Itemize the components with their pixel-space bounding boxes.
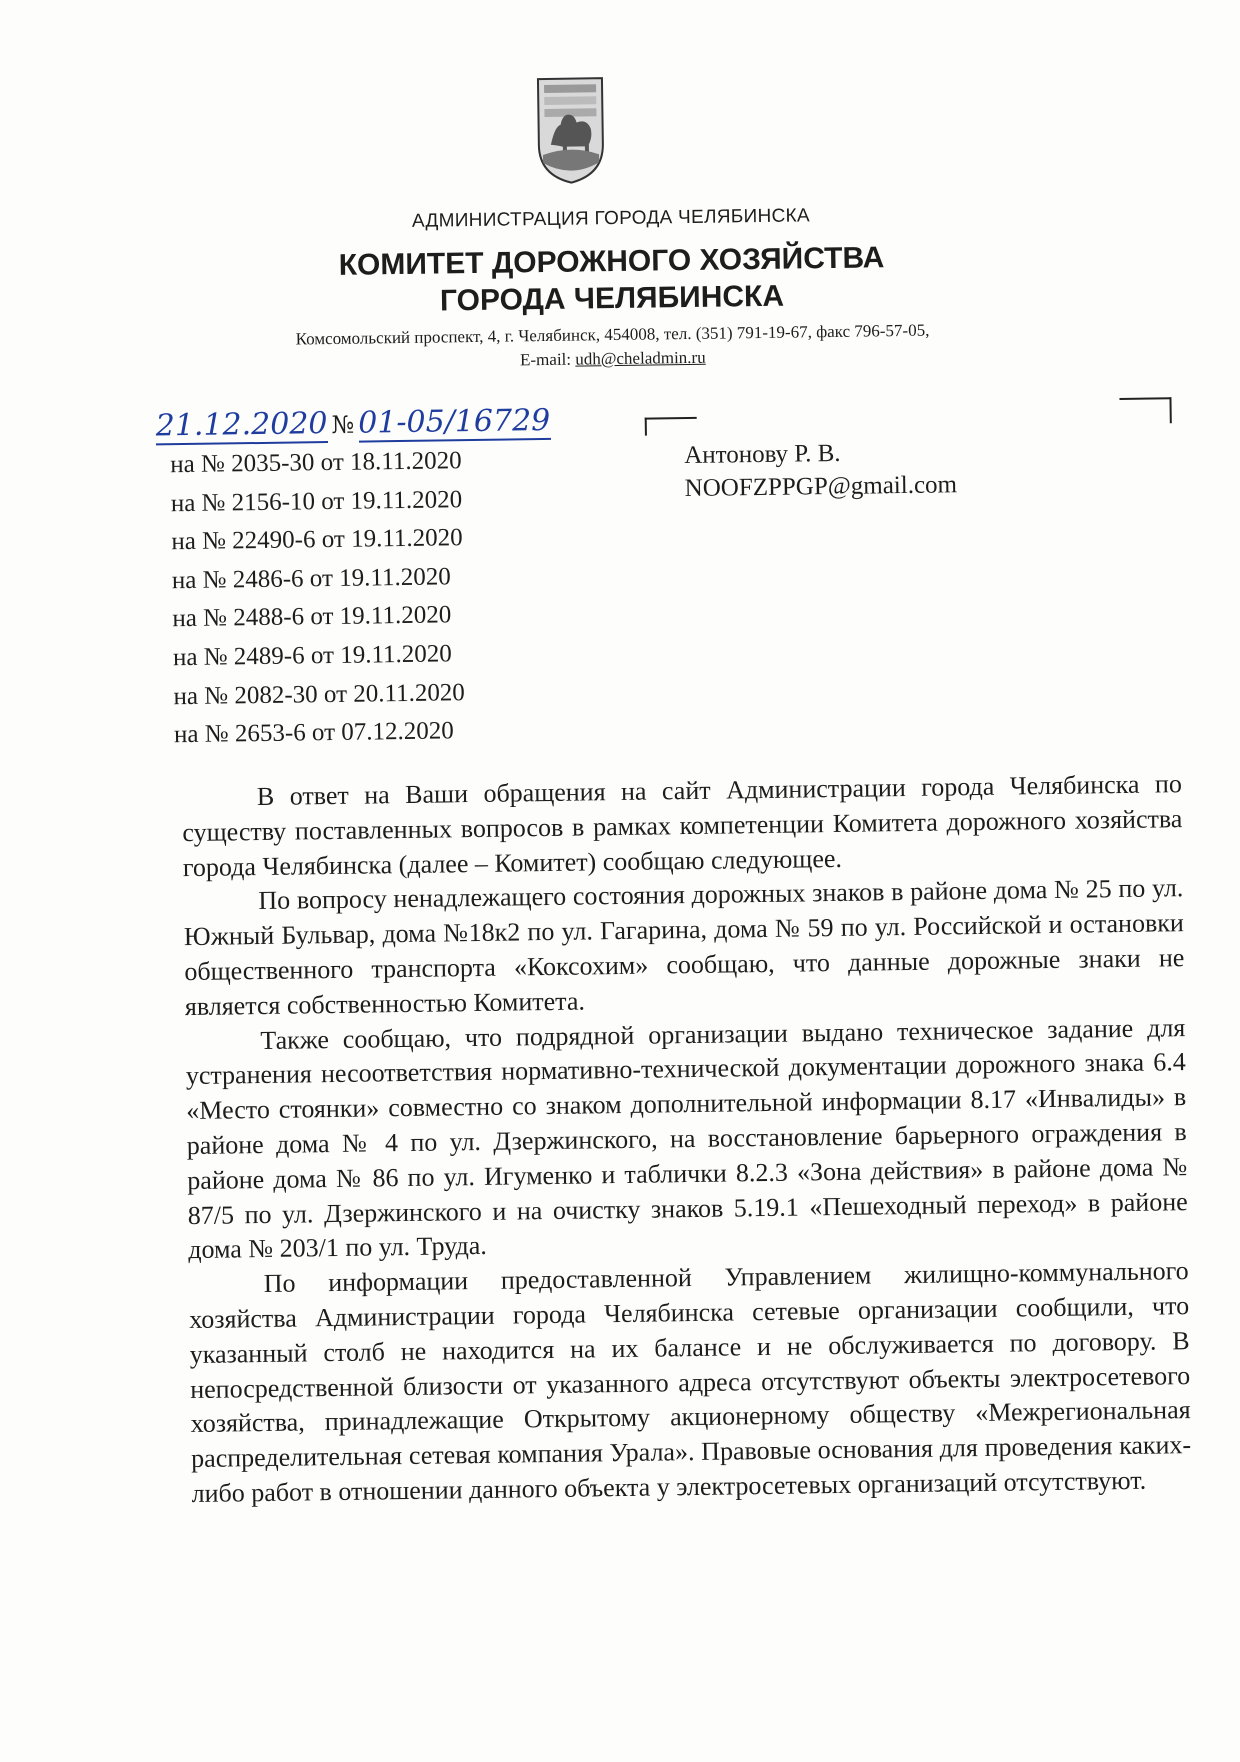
body-paragraph: Также сообщаю, что подрядной организации выдано техническое задание для устранения несоответствия нормативно-технической документации дорожного знака 6.4 «Место стоянки» совместно со знаком дополнительной информации 8.17 «Инвалиды» в районе дома № 4 по ул. Дзержинского, на восстановление барьерного ограждения в районе дома № 86 по ул. Игуменко и таблички 8.2.3 «Зона действия» в районе дома № 87/5 по ул. Дзержинского и на очистку знаков 5.19.1 «Пешеходный переход» в районе дома № 203/1 по ул. Труда. — [185, 1012, 1188, 1265]
body-paragraph: По вопросу ненадлежащего состояния дорожных знаков в районе дома № 25 по ул. Южный Бульвар, дома №18к2 по ул. Гагарина, дома № 59 по ул. Российской и остановки общественного транспорта «Коксохим» сообщаю, что данные дорожные знаки не является собственностью Комитета. — [183, 873, 1185, 1021]
reference-item: на № 2489-6 от 19.11.2020 — [172, 640, 452, 672]
addressee-email: NOOFZPPGP@gmail.com — [684, 471, 958, 503]
contact-address: Комсомольский проспект, 4, г. Челябинск, 454008, тел. (351) 791-19-67, факс 796-57-05, — [295, 320, 930, 349]
reference-item: на № 2082-30 от 20.11.2020 — [173, 678, 466, 710]
registration-date: 21.12.2020 — [155, 406, 328, 444]
reference-item: на № 2156-10 от 19.11.2020 — [170, 485, 463, 517]
reference-list — [170, 442, 466, 755]
registration-number: 01-05/16729 — [357, 402, 551, 441]
email-label: E-mail: — [519, 349, 572, 370]
committee-title-line1: КОМИТЕТ ДОРОЖНОГО ХОЗЯЙСТВА — [338, 241, 885, 282]
addressee-corner-right — [1119, 397, 1171, 424]
reference-item: на № 2035-30 от 18.11.2020 — [170, 447, 462, 479]
registration-number-sign: № — [331, 410, 355, 439]
reference-item: на № 22490-6 от 19.11.2020 — [171, 524, 463, 556]
addressee-name: Антонову Р. В. — [684, 439, 841, 470]
addressee-corner-left — [645, 417, 697, 436]
coat-of-arms-icon — [534, 74, 608, 187]
reference-item: на № 2653-6 от 07.12.2020 — [173, 717, 454, 749]
contact-email-link[interactable]: udh@cheladmin.ru — [575, 347, 706, 369]
reference-item: на № 2486-6 от 19.11.2020 — [171, 563, 451, 595]
administration-name: АДМИНИСТРАЦИЯ ГОРОДА ЧЕЛЯБИНСКА — [411, 205, 811, 232]
body-paragraph: По информации предоставленной Управлением жилищно-коммунального хозяйства Администрации города Челябинска сетевые организации сообщили, что указанный столб не находится на их балансе и не обслуживается по договору. В непосредственной близости от указанного адреса отсутствуют объекты электросетевого хозяйства, принадлежащие Открытому акционерному обществу «Межрегиональная распределительная сетевая компания Урала». Правовые основания для проведения каких-либо работ в отношении данного объекта у электросетевых организаций отсутствуют. — [189, 1256, 1192, 1508]
addressee-block — [684, 435, 957, 505]
reference-item: на № 2488-6 от 19.11.2020 — [172, 601, 452, 633]
registration-stamp — [156, 403, 551, 444]
letter-body — [182, 767, 1192, 1512]
body-paragraph: В ответ на Ваши обращения на сайт Администрации города Челябинска по существу поставленных вопросов в рамках компетенции Комитета дорожного хозяйства города Челябинска (далее – Комитет) сообщаю следующее. — [182, 769, 1183, 882]
committee-title-line2: ГОРОДА ЧЕЛЯБИНСКА — [439, 279, 785, 318]
